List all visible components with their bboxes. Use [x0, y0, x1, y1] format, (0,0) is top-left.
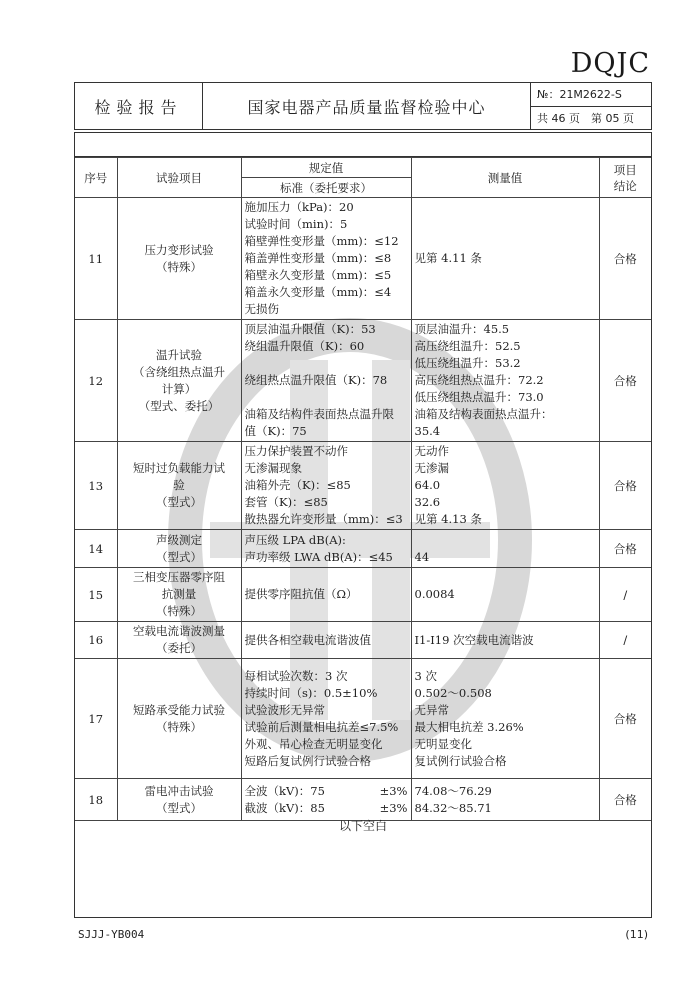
item-line: （特殊）	[156, 719, 202, 734]
row-measured	[411, 198, 599, 320]
table-row	[75, 442, 651, 530]
report-label: 检验报告	[75, 83, 203, 129]
results-table-frame	[74, 132, 652, 918]
row-item	[117, 622, 241, 659]
row-result: /	[599, 568, 651, 622]
row-number: 18	[75, 779, 117, 821]
measured-line: 见第 4.11 条	[414, 251, 482, 265]
item-line: （型式）	[156, 495, 202, 509]
spec-line: 油箱外壳（K)：≤85	[244, 478, 351, 492]
form-code: SJJJ-YB004	[78, 928, 145, 941]
spec-line: 无损伤	[244, 302, 279, 316]
measured-line: 顶层油温升：45.5	[414, 322, 510, 336]
row-measured	[411, 622, 599, 659]
measured-line: 44	[414, 549, 430, 564]
header-row	[75, 158, 651, 178]
spec-line: 箱壁弹性变形量（mm)：≤12	[244, 234, 399, 248]
row-item	[117, 320, 241, 442]
measured-line	[415, 532, 596, 549]
spec-line: 施加压力（kPa)：20	[244, 200, 354, 214]
row-spec	[241, 568, 411, 622]
page-count: 共 46 页 第 05 页	[531, 106, 651, 130]
item-line: 压力变形试验	[144, 242, 214, 257]
row-item	[117, 568, 241, 622]
spec-value: 全波（kV)：75	[244, 783, 325, 798]
item-line: （型式）	[156, 549, 202, 564]
table-row	[75, 568, 651, 622]
table-row	[75, 779, 651, 821]
item-line: 短时过负载能力试	[133, 461, 225, 475]
spec-line: 顶层油温升限值（K)：53	[244, 322, 376, 336]
measured-line: 无动作	[414, 444, 449, 458]
row-result: 合格	[599, 320, 651, 442]
row-result: /	[599, 622, 651, 659]
row-spec	[241, 442, 411, 530]
row-item	[117, 530, 241, 568]
row-measured	[411, 568, 599, 622]
row-measured	[411, 659, 599, 779]
item-line: （特殊）	[156, 604, 202, 618]
measured-line: 低压绕组热点温升：73.0	[414, 390, 544, 404]
blank-note: 以下空白	[338, 819, 387, 833]
col-spec-top: 规定值	[241, 158, 411, 178]
spec-line: 持续时间（s)：0.5±10%	[244, 685, 378, 700]
report-header	[74, 82, 652, 130]
spec-spacer	[245, 355, 408, 372]
row-result: 合格	[599, 442, 651, 530]
spec-line	[245, 800, 408, 817]
item-line: 空载电流谐波测量	[133, 624, 225, 638]
measured-line: 高压绕组温升：52.5	[414, 339, 521, 353]
top-empty-bar	[75, 133, 651, 157]
measured-line: 32.6	[414, 495, 441, 509]
item-line: （含绕组热点温升	[133, 364, 225, 379]
col-conclusion-line2: 结论	[613, 178, 637, 193]
spec-line: 油箱及结构件表面热点温升限	[244, 407, 394, 421]
spec-line: 箱壁永久变形量（mm)：≤5	[244, 268, 392, 282]
col-conclusion-line1: 项目	[613, 162, 637, 177]
measured-line: 无明显变化	[414, 736, 472, 751]
measured-line: 复试例行试验合格	[414, 753, 507, 768]
spec-line: 声功率级 LWA dB(A)：≤45	[244, 549, 393, 564]
center-name: 国家电器产品质量监督检验中心	[203, 83, 531, 129]
row-measured	[411, 442, 599, 530]
spec-line: 试验时间（min)：5	[244, 217, 348, 231]
spec-line: 箱盖永久变形量（mm)：≤4	[244, 285, 392, 299]
row-item	[117, 779, 241, 821]
spec-line: 提供各相空载电流谐波值	[244, 632, 371, 647]
row-item	[117, 442, 241, 530]
item-line: 验	[173, 478, 185, 492]
item-line: 计算）	[161, 381, 197, 396]
spec-line: 值（K)：75	[244, 424, 307, 438]
item-line: 雷电冲击试验	[144, 783, 214, 798]
measured-line: 64.0	[414, 478, 441, 492]
row-result: 合格	[599, 779, 651, 821]
row-measured	[411, 779, 599, 821]
row-item	[117, 198, 241, 320]
spec-line: 每相试验次数：3 次	[244, 668, 348, 683]
row-number: 16	[75, 622, 117, 659]
row-number: 14	[75, 530, 117, 568]
row-item	[117, 659, 241, 779]
item-line: （委托）	[156, 641, 202, 655]
item-line: （型式）	[156, 800, 202, 815]
spec-line: 绕组温升限值（K)：60	[244, 339, 365, 353]
col-item: 试验项目	[117, 158, 241, 198]
table-row	[75, 320, 651, 442]
spec-line: 套管（K)：≤85	[244, 495, 328, 509]
row-spec	[241, 530, 411, 568]
row-result: 合格	[599, 198, 651, 320]
brand-mark: DQJC	[570, 48, 650, 79]
item-line: （特殊）	[156, 259, 202, 274]
row-spec	[241, 622, 411, 659]
item-line: 温升试验	[156, 347, 202, 362]
measured-line: 最大相电抗差 3.26%	[414, 719, 524, 734]
spec-line: 外观、吊心检查无明显变化	[244, 736, 383, 751]
item-line: 三相变压器零序阻	[133, 570, 225, 584]
measured-line: 低压绕组温升：53.2	[414, 356, 521, 370]
row-result: 合格	[599, 530, 651, 568]
col-conclusion	[599, 158, 651, 198]
item-line: 声级测定	[156, 532, 202, 547]
measured-line: 0.0084	[414, 587, 455, 601]
item-line: （型式、委托）	[138, 398, 220, 413]
measured-line: 0.502～0.508	[414, 685, 492, 700]
spec-line: 提供零序阻抗值（Ω）	[244, 587, 358, 601]
row-spec	[241, 320, 411, 442]
row-spec	[241, 198, 411, 320]
measured-line: I1-I19 次空载电流谐波	[414, 632, 534, 647]
row-number: 17	[75, 659, 117, 779]
spec-value: 截波（kV)：85	[244, 800, 325, 815]
measured-line: 高压绕组热点温升：72.2	[414, 373, 544, 387]
measured-line: 3 次	[414, 668, 437, 683]
spec-line: 散热器允许变形量（mm)：≤3	[244, 512, 403, 526]
spec-line	[245, 783, 408, 800]
table-row	[75, 659, 651, 779]
row-measured	[411, 530, 599, 568]
spec-line: 声压级 LPA dB(A):	[244, 532, 346, 547]
row-spec	[241, 779, 411, 821]
results-table	[75, 157, 651, 821]
spec-line: 无渗漏现象	[244, 461, 302, 475]
page-mark: (11)	[625, 928, 648, 941]
spec-line: 箱盖弹性变形量（mm)：≤8	[244, 251, 392, 265]
spec-line: 短路后复试例行试验合格	[244, 753, 371, 768]
table-row	[75, 530, 651, 568]
col-measured: 测量值	[411, 158, 599, 198]
spec-spacer	[245, 389, 408, 406]
spec-tolerance: ±3%	[379, 800, 408, 815]
col-seq: 序号	[75, 158, 117, 198]
item-line: 短路承受能力试验	[133, 702, 225, 717]
spec-tolerance: ±3%	[379, 783, 408, 798]
measured-line: 74.08～76.29	[414, 783, 492, 798]
row-number: 15	[75, 568, 117, 622]
measured-line: 见第 4.13 条	[414, 512, 482, 526]
measured-line: 84.32～85.71	[414, 800, 492, 815]
report-number: №：21M2622-S	[537, 88, 622, 102]
row-measured	[411, 320, 599, 442]
item-line: 抗测量	[161, 587, 197, 601]
spec-line: 压力保护装置不动作	[244, 444, 348, 458]
col-spec-bottom: 标准（委托要求）	[241, 178, 411, 198]
spec-line: 试验波形无异常	[244, 702, 325, 717]
table-row	[75, 198, 651, 320]
measured-line: 无异常	[414, 702, 449, 717]
measured-line: 无渗漏	[414, 461, 449, 475]
spec-line: 试验前后测量相电抗差≤7.5%	[244, 719, 399, 734]
spec-line: 绕组热点温升限值（K)：78	[244, 373, 388, 387]
report-meta	[531, 83, 651, 129]
measured-line: 35.4	[414, 424, 441, 438]
measured-line: 油箱及结构表面热点温升：	[414, 407, 553, 421]
row-number: 13	[75, 442, 117, 530]
row-number: 12	[75, 320, 117, 442]
table-row	[75, 622, 651, 659]
row-result: 合格	[599, 659, 651, 779]
row-number: 11	[75, 198, 117, 320]
row-spec	[241, 659, 411, 779]
